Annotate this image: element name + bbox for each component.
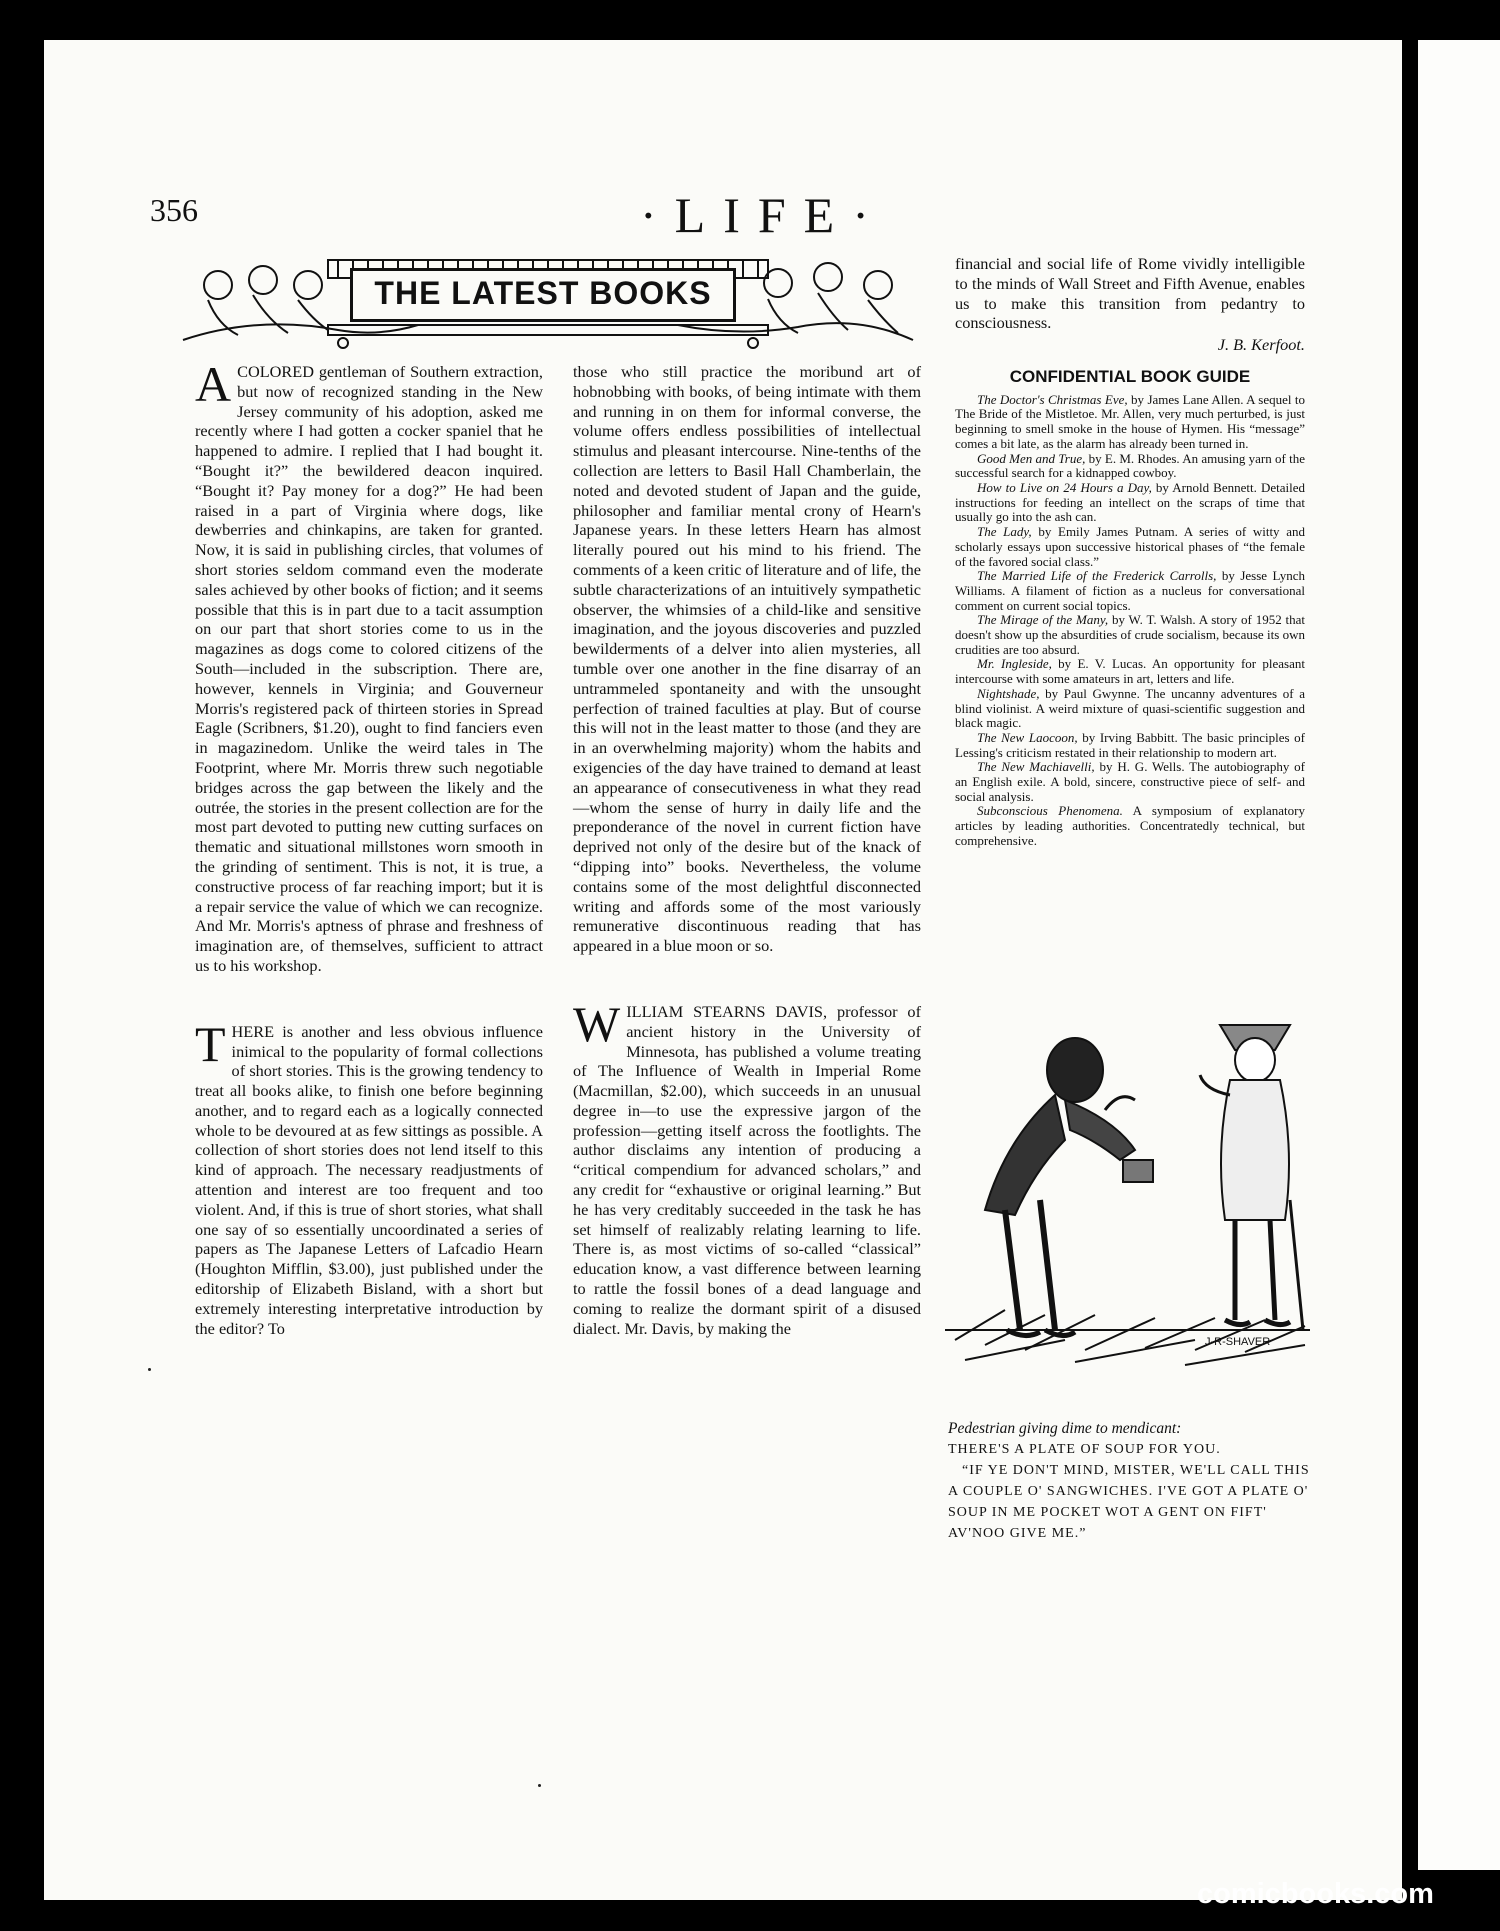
guide-entry: [955, 657, 1305, 686]
guide-entry-title: The Mirage of the Many,: [977, 612, 1109, 628]
cartoon-illustration: [945, 1000, 1310, 1405]
guide-entry-text: by Arnold Bennett. Detailed instructions for feeding an intellect on the scraps of time that usually go into the ash can.: [955, 480, 1305, 525]
book-guide-list: [955, 393, 1305, 849]
guide-entry-title: The Married Life of the Frederick Carrolls,: [977, 568, 1217, 584]
guide-entry: [955, 731, 1305, 760]
caption-quote: “IF YE DON'T MIND, MISTER, WE'LL CALL THIS A COUPLE O' SANGWICHES. I'VE GOT A PLATE O' SOUP IN ME POCKET WOT A GENT ON FIFT' AV'NOO GIVE ME.”: [948, 1463, 1310, 1541]
caption-lead: Pedestrian giving dime to mendicant:: [948, 1420, 1182, 1437]
guide-entry-title: Nightshade,: [977, 685, 1040, 701]
artist-signature: J-R-SHAVER: [1205, 1336, 1271, 1348]
drop-cap: T: [195, 1015, 226, 1072]
guide-entry: [955, 804, 1305, 848]
guide-entry: [955, 760, 1305, 804]
speck: [148, 1368, 151, 1371]
article-paragraph: ACOLORED gentleman of Southern extraction, but now of recognized standing in the New Jersey community of his adoption, asked me recently where I had gotten a cocker spaniel that he happened to admire. I replied that I had bought it. “Bought it?” the bewildered deacon inquired. “Bought it? Pay money for a dog?” He had been raised in a part of Virginia where dogs, like dewberries and chinkapins, are taken for granted. Now, it is said in publishing circles, that volumes of short stories seldom command even the moderate sales achieved by other books of fiction; and it seems possible that this is in part due to a tacit assumption on our part that short stories come to us in the magazines as dogs come to colored citizens of the South—included in the subscription. There are, however, kennels in Virginia; and Gouverneur Morris's registered pack of thirteen stories in Spread Eagle (Scribners, $1.20), ought to find fanciers even in magazinedom. Unlike the weird tales in The Footprint, where Mr. Morris threw such negotiable bridges across the gap between the likely and the outrée, the stories in the present collection are for the most part devoted to putting new cutting surfaces on thematic and situational millstones worn smooth in the grinding of sentiment. This is not, it is true, a constructive process of far reaching import; but it is a repair service the value of which we can recognize. And Mr. Morris's aptness of phrase and freshness of imagination are, of themselves, sufficient to attract us to his workshop.: [195, 356, 543, 975]
guide-entry-title: How to Live on 24 Hours a Day,: [977, 480, 1152, 495]
guide-entry-title: Mr. Ingleside,: [977, 656, 1052, 672]
speck: [538, 1784, 541, 1787]
page-number: 356: [150, 192, 198, 228]
guide-entry-text: A symposium of explanatory articles by leading authorities. Concentratedly technical, but comprehensive.: [955, 803, 1305, 848]
guide-entry-title: The Doctor's Christmas Eve,: [977, 391, 1128, 407]
guide-entry-text: by W. T. Walsh. A story of 1952 that doesn't show up the absurdities of crude socialism, because its own crudities are too absurd.: [955, 612, 1306, 657]
guide-entry-title: The New Machiavelli,: [977, 759, 1095, 775]
guide-entry: [955, 525, 1305, 569]
cartoon-caption: [948, 1418, 1310, 1544]
article-paragraph: financial and social life of Rome vividly intelligible to the minds of Wall Street and Fifth Avenue, enables us to make this transition from pedantry to consciousness.: [955, 254, 1305, 333]
guide-entry: [955, 393, 1305, 452]
guide-entry: [955, 481, 1305, 525]
adjacent-page-edge: [1418, 40, 1500, 1870]
guide-entry-text: by Emily James Putnam. A series of witty and scholarly essays upon successive historical phases of “the female of the favored social class.”: [955, 524, 1305, 569]
guide-entry-title: Good Men and True,: [977, 450, 1086, 466]
guide-entry-text: by Irving Babbitt. The basic principles of Lessing's criticism restated in their relationship to modern art.: [955, 729, 1305, 760]
caption-line: THERE'S A PLATE OF SOUP FOR YOU.: [948, 1442, 1221, 1457]
drop-cap: A: [195, 356, 232, 412]
guide-entry-text: by James Lane Allen. A sequel to The Bride of the Mistletoe. Mr. Allen, very much perturbed, is just beginning to smell smoke in the house of Hymen. His “message” comes a bit late, as the alarm has already been turned in.: [955, 391, 1305, 451]
guide-entry-text: by E. V. Lucas. An opportunity for pleasant intercourse with some amateurs in art, letters and life.: [955, 656, 1305, 687]
guide-entry-text: by E. M. Rhodes. An amusing yarn of the successful search for a kidnapped cowboy.: [955, 450, 1305, 481]
watermark: comicbooks.com: [1197, 1878, 1434, 1910]
guide-entry: [955, 452, 1305, 481]
guide-entry: [955, 613, 1305, 657]
guide-entry-title: Subconscious Phenomena.: [977, 803, 1123, 819]
banner-title: THE LATEST BOOKS: [350, 268, 736, 322]
guide-entry-text: by Paul Gwynne. The uncanny adventures of a blind violinist. A weird mixture of quasi-scientific suggestion and black magic.: [955, 685, 1305, 731]
article-paragraph: WILLIAM STEARNS DAVIS, professor of ancient history in the University of Minnesota, has published a volume treating of The Influence of Wealth in Imperial Rome (Macmillan, $2.00), which succeeds in an unusual degree in—to use the expressive jargon of the profession—getting itself across the footlights. The author disclaims any intention of producing a “critical compendium for advanced scholars,” and any credit for “exhaustive or original learning.” But he has very creditably succeeded in the task he has set himself of realizably relating learning to life. There is, as most victims of so-called “classical” education know, a vast difference between learning to rattle the fossil bones of a dead language and coming to realize the dormant spirit of a disused dialect. Mr. Davis, by making the: [573, 995, 921, 1338]
article-paragraph: THERE is another and less obvious influence inimical to the popularity of formal collections of short stories. This is the growing tendency to treat all books alike, to finish one before beginning another, and to regard each as a logically connected whole to be devoured at as few sittings as possible. A collection of short stories does not lend itself to this kind of approach. The necessary readjustments of attention and interest are too frequent and too violent. And, if this is true of short stories, what shall one say of so essentially uncoordinated a series of papers as The Japanese Letters of Lafcadio Hearn (Houghton Mifflin, $3.00), just published under the editorship of Elizabeth Bisland, with a short but extremely interesting interpretative introduction by the editor? To: [195, 1015, 543, 1338]
guide-entry: [955, 569, 1305, 613]
guide-entry-text: by H. G. Wells. The autobiography of an English exile. A bold, sincere, constructive piece of self- and social analysis.: [955, 759, 1305, 804]
guide-entry-title: The Lady,: [977, 524, 1032, 540]
column-3: [955, 254, 1305, 849]
guide-entry-text: by Jesse Lynch Williams. A filament of fiction as a nucleus for conversational comment on current social topics.: [955, 568, 1305, 613]
guide-title: CONFIDENTIAL BOOK GUIDE: [1009, 366, 1251, 386]
column-1: [195, 356, 543, 1338]
byline: J. B. Kerfoot.: [1217, 335, 1305, 355]
article-paragraph: those who still practice the moribund art of hobnobbing with books, of being intimate with them and running in on them for informal converse, the volume offers endless possibilities of intellectual stimulus and pleasant intercourse. Nine-tenths of the collection are letters to Basil Hall Chamberlain, the noted and devoted student of Japan and the guide, philosopher and familiar mental crony of Hearn's Japanese years. In these letters Hearn has almost literally poured out his mind to his friend. The comments of a keen critic of literature and of life, the subtle characterizations of an intuitively sympathetic observer, the whimsies of a child-like and sensitive imagination, and the joyous discoveries and puzzled bewilderments of a delver into alien mysteries, all tumble over one another in the fine disarray of an untrammeled spontaneity and with the unsought perfection of trained faculties at play. But of course this will not in the least matter to those (and they are in an overwhelming majority) whom the habits and exigencies of the day have trained to demand at least an appearance of consecutiveness in what they read—whom the sense of hurry in daily life and the preponderance of the novel in current fiction have deprived not only of the desire but of the knack of “dipping into” books. Nevertheless, the volume contains some of the most delightful disconnected writing and affords some of the most variously remunerative discontinuous reading that has appeared in a blue moon or so.: [573, 362, 921, 956]
guide-entry-title: The New Laocoon,: [977, 729, 1078, 745]
drop-cap: W: [573, 995, 621, 1052]
guide-entry: [955, 687, 1305, 731]
masthead: ·LIFE·: [640, 187, 887, 243]
column-2: [573, 362, 921, 1338]
